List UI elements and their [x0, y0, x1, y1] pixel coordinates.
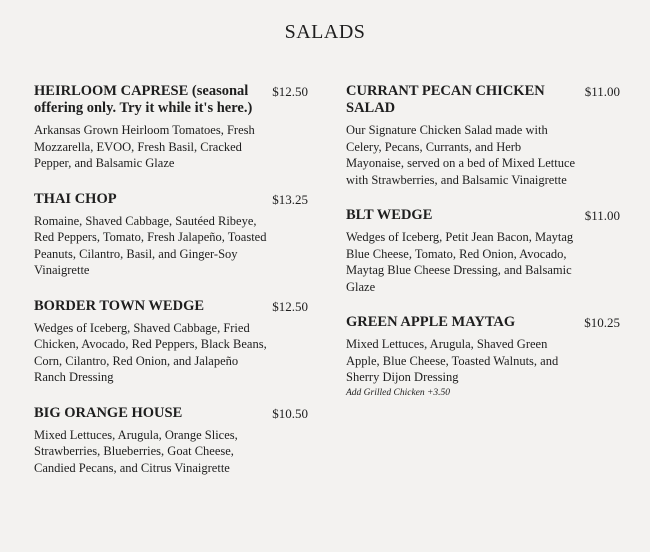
menu-item-thai-chop: [34, 191, 308, 279]
item-price: $13.25: [272, 191, 308, 207]
menu-item-blt-wedge: [346, 207, 620, 295]
item-name: THAI CHOP: [34, 190, 117, 207]
item-price: $10.50: [272, 405, 308, 421]
menu-item-currant-pecan-chicken-salad: [346, 83, 620, 188]
item-name: CURRANT PECAN CHICKEN SALAD: [346, 83, 545, 116]
menu-item-heirloom-caprese: [34, 83, 308, 172]
item-description: Our Signature Chicken Salad made with Celery, Pecans, Currants, and Herb Mayonaise, served on a bed of Mixed Lettuce with Strawberries, and Balsamic Vinaigrette: [346, 123, 576, 187]
item-name: BIG ORANGE HOUSE: [34, 404, 183, 421]
item-description: Mixed Lettuces, Arugula, Shaved Green Apple, Blue Cheese, Toasted Walnuts, and Sherry Dijon Dressing: [346, 337, 559, 384]
right-column: [346, 83, 620, 419]
item-name: BLT WEDGE: [346, 207, 433, 223]
item-price: $11.00: [584, 84, 620, 99]
menu-item-border-town-wedge: [34, 298, 308, 386]
item-description: Romaine, Shaved Cabbage, Sautéed Ribeye, Red Peppers, Tomato, Fresh Jalapeño, Toasted Peanuts, Cilantro, Basil, and Ginger-Soy Vinaigrette: [34, 213, 267, 277]
item-description: Mixed Lettuces, Arugula, Orange Slices, Strawberries, Blueberries, Goat Cheese, Candied Pecans, and Citrus Vinaigrette: [34, 427, 238, 475]
menu-item-big-orange-house: [34, 405, 308, 477]
item-price: $11.00: [584, 208, 620, 223]
item-add-on-note: Add Grilled Chicken +3.50: [346, 387, 451, 398]
item-price: $12.50: [272, 298, 308, 314]
item-name: BORDER TOWN WEDGE: [34, 297, 205, 314]
left-column: [34, 83, 308, 495]
page-title: SALADS: [284, 21, 366, 43]
item-name: GREEN APPLE MAYTAG: [346, 314, 516, 330]
item-description: Wedges of Iceberg, Shaved Cabbage, Fried Chicken, Avocado, Red Peppers, Black Beans, Corn, Cilantro, Red Onion, and Jalapeño Ranch Dressing: [34, 320, 267, 384]
item-price: $12.50: [272, 84, 308, 99]
item-description: Arkansas Grown Heirloom Tomatoes, Fresh Mozzarella, EVOO, Fresh Basil, Cracked Pepper, and Balsamic Glaze: [34, 123, 255, 170]
menu-item-green-apple-maytag: [346, 314, 620, 400]
item-name: HEIRLOOM CAPRESE (seasonal offering only. Try it while it's here.): [34, 83, 253, 116]
item-price: $10.25: [584, 315, 620, 330]
item-description: Wedges of Iceberg, Petit Jean Bacon, Maytag Blue Cheese, Tomato, Red Onion, Avocado, Maytag Blue Cheese Dressing, and Balsamic Glaze: [346, 230, 574, 294]
